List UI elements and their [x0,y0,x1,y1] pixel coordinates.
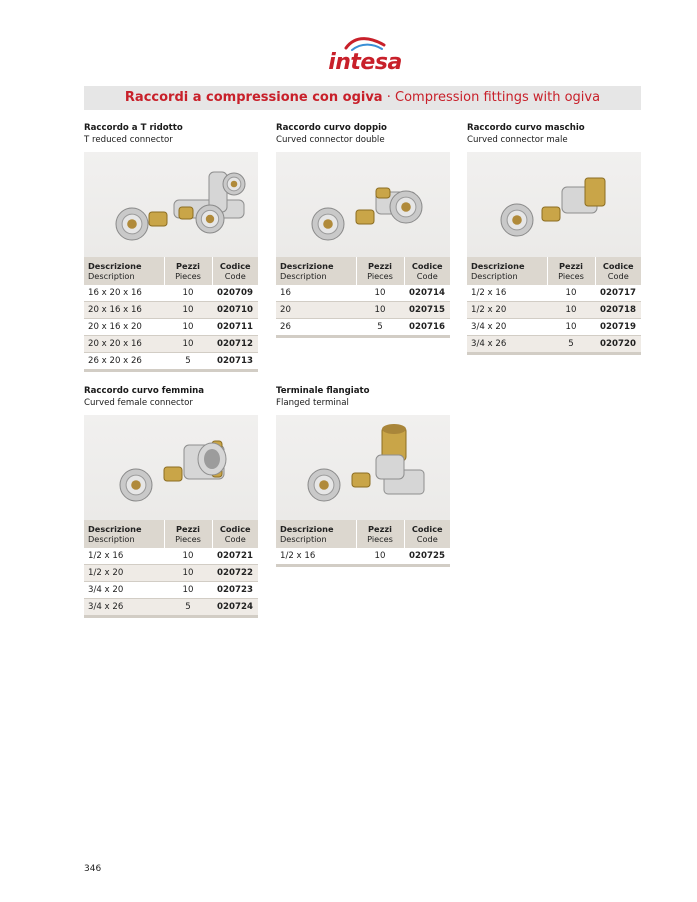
row-code: 020710 [212,302,258,319]
header-code-en: Code [224,271,246,281]
header-code-it: Codice [411,524,443,534]
product-section [84,122,258,372]
product-table [276,257,450,338]
header-description [276,520,356,548]
row-pieces: 10 [547,302,595,319]
row-pieces: 5 [164,599,212,617]
table-row [276,319,450,337]
title-english: Compression fittings with ogiva [395,90,601,105]
header-description-en: Description [88,271,135,281]
row-pieces: 10 [356,302,404,319]
header-description-en: Description [280,534,327,544]
brand-logo [320,36,410,80]
product-section [84,385,258,618]
section-subtitle: Curved connector double [276,135,385,145]
table-row [467,302,641,319]
row-code: 020721 [212,548,258,565]
curved-male-fitting-photo [467,152,641,257]
row-pieces: 10 [164,582,212,599]
section-title: Raccordo curvo doppio [276,123,387,133]
table-row [84,353,258,371]
header-pieces-en: Pieces [367,271,393,281]
section-subtitle: Flanged terminal [276,398,349,408]
header-code-it: Codice [411,261,443,271]
row-code: 020711 [212,319,258,336]
table-row [84,582,258,599]
table-row [276,302,450,319]
table-row [467,319,641,336]
row-pieces: 10 [164,285,212,302]
header-code [404,520,450,548]
row-description: 26 [276,319,356,337]
header-pieces [164,520,212,548]
product-section [276,122,450,338]
product-section [276,385,450,567]
curved-double-fitting-photo [276,152,450,257]
curved-female-fitting-photo [84,415,258,520]
table-header-row [84,257,258,285]
row-code: 020720 [595,336,641,354]
product-table [84,520,258,618]
row-description: 16 [276,285,356,302]
header-description-it: Descrizione [471,261,525,271]
table-header-row [276,257,450,285]
header-code-en: Code [416,271,438,281]
section-subtitle: T reduced connector [84,135,173,145]
row-description: 1/2 x 16 [84,548,164,565]
product-table [467,257,641,355]
header-code-en: Code [224,534,246,544]
header-code [212,257,258,285]
row-pieces: 10 [356,548,404,566]
page-number: 346 [84,864,102,874]
header-code-it: Codice [602,261,634,271]
table-row [84,336,258,353]
row-pieces: 5 [356,319,404,337]
header-pieces-it: Pezzi [368,261,392,271]
header-description [84,257,164,285]
table-row [84,319,258,336]
table-header-row [276,520,450,548]
row-code: 020716 [404,319,450,337]
row-pieces: 5 [164,353,212,371]
header-pieces-en: Pieces [558,271,584,281]
header-description-it: Descrizione [88,524,142,534]
header-code [404,257,450,285]
table-row [84,302,258,319]
row-description: 1/2 x 16 [276,548,356,566]
row-description: 3/4 x 20 [84,582,164,599]
header-pieces-it: Pezzi [176,524,200,534]
row-description: 1/2 x 20 [84,565,164,582]
row-description: 26 x 20 x 26 [84,353,164,371]
row-code: 020714 [404,285,450,302]
header-description-en: Description [471,271,518,281]
section-subtitle: Curved connector male [467,135,568,145]
row-code: 020718 [595,302,641,319]
row-description: 20 x 16 x 16 [84,302,164,319]
row-pieces: 5 [547,336,595,354]
row-description: 20 [276,302,356,319]
row-code: 020723 [212,582,258,599]
table-row [467,285,641,302]
product-table [84,257,258,372]
row-description: 1/2 x 20 [467,302,547,319]
table-row [276,285,450,302]
header-pieces [356,520,404,548]
row-pieces: 10 [547,285,595,302]
header-pieces-en: Pieces [175,534,201,544]
row-description: 16 x 20 x 16 [84,285,164,302]
row-pieces: 10 [164,565,212,582]
row-code: 020709 [212,285,258,302]
row-code: 020713 [212,353,258,371]
header-description-it: Descrizione [88,261,142,271]
table-header-row [467,257,641,285]
header-code [212,520,258,548]
header-pieces [164,257,212,285]
table-row [276,548,450,566]
row-code: 020717 [595,285,641,302]
title-separator: · [382,90,395,105]
header-description-it: Descrizione [280,261,334,271]
section-title: Raccordo curvo femmina [84,386,205,396]
row-description: 1/2 x 16 [467,285,547,302]
row-code: 020712 [212,336,258,353]
row-pieces: 10 [356,285,404,302]
row-code: 020722 [212,565,258,582]
header-description-it: Descrizione [280,524,334,534]
row-pieces: 10 [164,336,212,353]
section-title: Raccordo a T ridotto [84,123,183,133]
header-description-en: Description [280,271,327,281]
row-code: 020725 [404,548,450,566]
product-section [467,122,641,355]
header-description [84,520,164,548]
row-code: 020715 [404,302,450,319]
row-code: 020719 [595,319,641,336]
header-code-en: Code [416,534,438,544]
product-table [276,520,450,567]
header-pieces-it: Pezzi [368,524,392,534]
header-description-en: Description [88,534,135,544]
table-row [467,336,641,354]
table-row [84,599,258,617]
table-header-row [84,520,258,548]
header-pieces-it: Pezzi [176,261,200,271]
brand-name: intesa [328,50,402,75]
table-row [84,285,258,302]
t-reduced-fitting-photo [84,152,258,257]
row-description: 3/4 x 26 [84,599,164,617]
header-description [467,257,547,285]
header-code [595,257,641,285]
row-description: 3/4 x 20 [467,319,547,336]
row-description: 3/4 x 26 [467,336,547,354]
header-pieces [547,257,595,285]
section-title: Raccordo curvo maschio [467,123,585,133]
row-pieces: 10 [164,319,212,336]
header-pieces-en: Pieces [367,534,393,544]
header-pieces-it: Pezzi [559,261,583,271]
section-subtitle: Curved female connector [84,398,193,408]
header-code-it: Codice [219,524,251,534]
header-description [276,257,356,285]
header-pieces [356,257,404,285]
row-description: 20 x 20 x 16 [84,336,164,353]
row-pieces: 10 [547,319,595,336]
page-title-banner [84,86,641,110]
table-row [84,565,258,582]
header-code-en: Code [607,271,629,281]
header-pieces-en: Pieces [175,271,201,281]
row-code: 020724 [212,599,258,617]
row-pieces: 10 [164,548,212,565]
row-pieces: 10 [164,302,212,319]
title-italian: Raccordi a compressione con ogiva [124,90,383,105]
row-description: 20 x 16 x 20 [84,319,164,336]
section-title: Terminale flangiato [276,386,370,396]
header-code-it: Codice [219,261,251,271]
table-row [84,548,258,565]
flanged-terminal-photo [276,415,450,520]
